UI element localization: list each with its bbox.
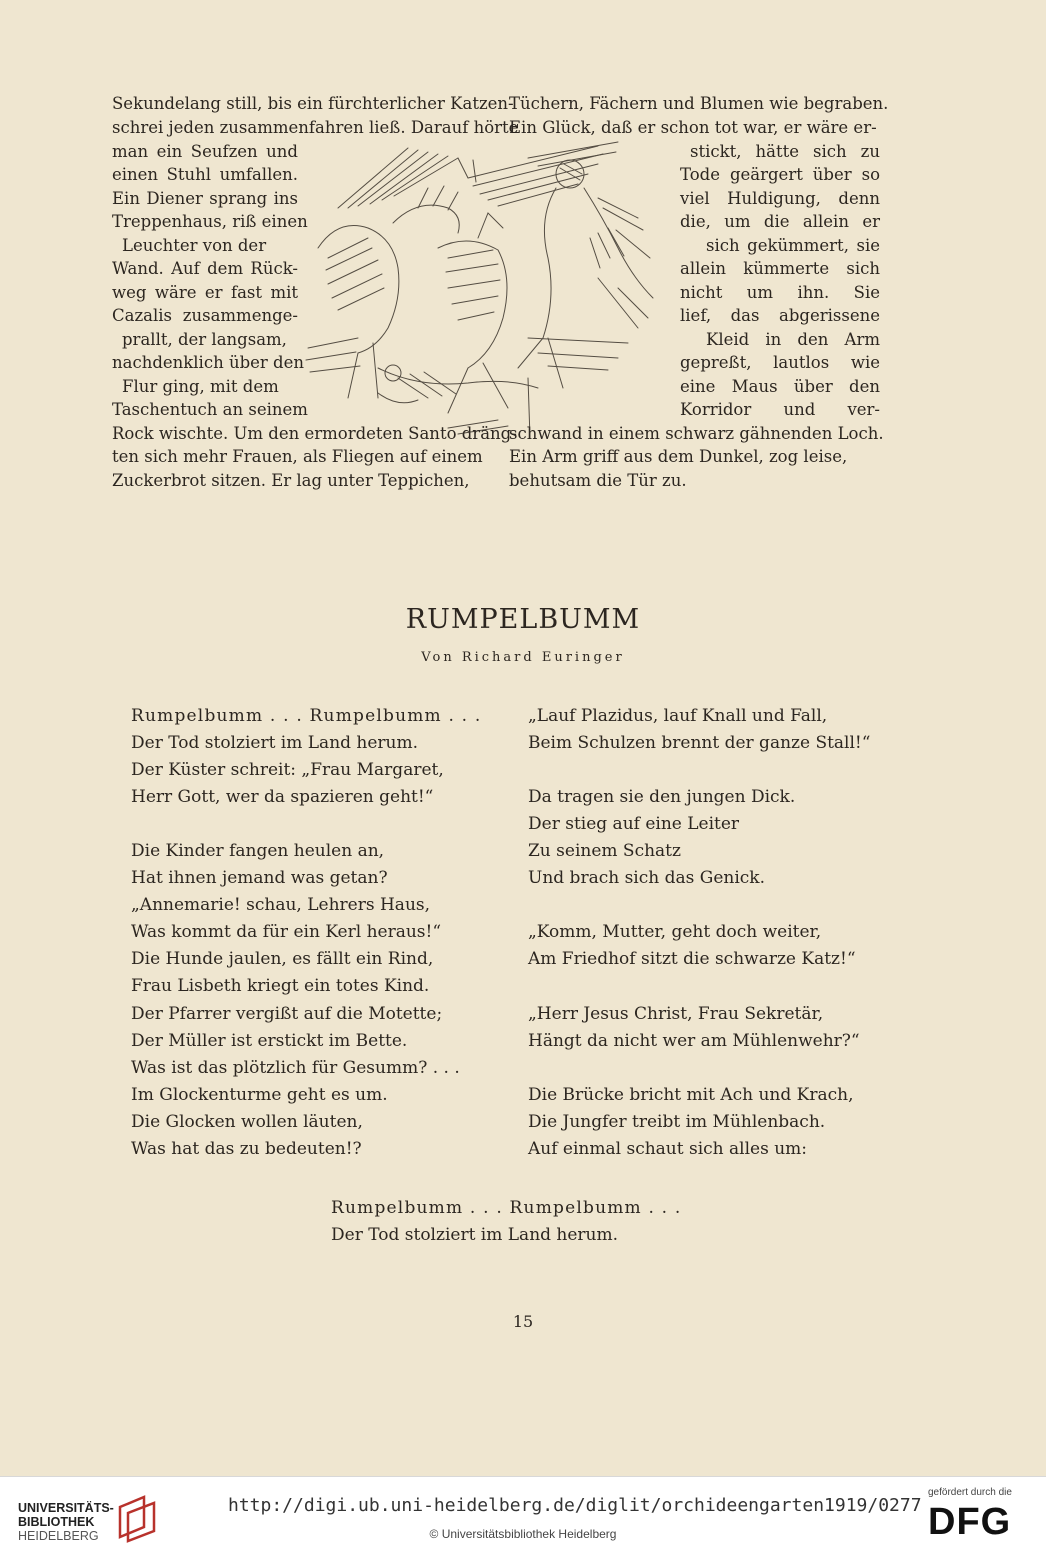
story-right-line: sich gekümmert, sie [706, 236, 880, 255]
library-name-line: HEIDELBERG [18, 1529, 99, 1543]
poem-right-line: Am Friedhof sitzt die schwarze Katz!“ [528, 949, 856, 969]
story-right-line: Ein Glück, daß er schon tot war, er wäre er- [509, 118, 877, 137]
story-left-line: Sekundelang still, bis ein fürchterlicher Katzen- [112, 94, 514, 113]
poem-left-line: Was ist das plötzlich für Gesumm? . . . [131, 1058, 460, 1078]
story-right-line: stickt, hätte sich zu [690, 142, 880, 161]
story-left-line: prallt, der langsam, [122, 330, 287, 349]
story-right-line: Tüchern, Fächern und Blumen wie begraben. [509, 94, 889, 113]
poem-right-line: Beim Schulzen brennt der ganze Stall!“ [528, 733, 871, 753]
poem-left-line: Der Küster schreit: „Frau Margaret, [131, 760, 444, 780]
story-right-line: die, um die allein er [680, 212, 880, 231]
story-left-line: weg wäre er fast mit [112, 283, 298, 302]
poem-left-line: Die Kinder fangen heulen an, [131, 841, 385, 861]
story-right-line: eine Maus über den [680, 377, 880, 396]
dfg-logo[interactable]: DFG [928, 1501, 1012, 1543]
poem-right-line: Hängt da nicht wer am Mühlenwehr?“ [528, 1031, 860, 1051]
poem-right-line: „Komm, Mutter, geht doch weiter, [528, 922, 822, 942]
story-left-line: ten sich mehr Frauen, als Fliegen auf einem [112, 447, 483, 466]
story-right-line: schwand in einem schwarz gähnenden Loch. [509, 424, 884, 443]
poem-closing-line: Der Tod stolziert im Land herum. [331, 1225, 619, 1245]
poem-left-line: Rumpelbumm . . . Rumpelbumm . . . [131, 706, 482, 726]
poem-left-line: Was hat das zu bedeuten!? [131, 1139, 362, 1159]
story-right-line: lief, das abgerissene [680, 306, 880, 325]
story-right-line: gepreßt, lautlos wie [680, 353, 880, 372]
poem-left-line: Im Glockenturme geht es um. [131, 1085, 388, 1105]
poem-left-line: Der Pfarrer vergißt auf die Motette; [131, 1004, 443, 1024]
copyright-notice: © Universitätsbibliothek Heidelberg [429, 1527, 617, 1541]
permalink-url[interactable]: http://digi.ub.uni-heidelberg.de/diglit/orchideengarten1919/0277 [228, 1495, 922, 1516]
poem-right-line: Da tragen sie den jungen Dick. [528, 787, 796, 807]
poem-left-line: Was kommt da für ein Kerl heraus!“ [131, 922, 442, 942]
poem-right-line: Die Brücke bricht mit Ach und Krach, [528, 1085, 854, 1105]
poem-left-line: Der Tod stolziert im Land herum. [131, 733, 419, 753]
story-right-line: Korridor und ver- [680, 400, 880, 419]
story-left-line: Zuckerbrot sitzen. Er lag unter Teppichen, [112, 471, 470, 490]
story-left-line: Cazalis zusammenge- [112, 306, 298, 325]
page-number: 15 [512, 1312, 534, 1331]
story-left-line: man ein Seufzen und [112, 142, 298, 161]
story-left-line: Ein Diener sprang ins [112, 189, 298, 208]
library-name-line: UNIVERSITÄTS- [18, 1501, 114, 1515]
poem-left-line: Die Hunde jaulen, es fällt ein Rind, [131, 949, 434, 969]
poem-left-line: Frau Lisbeth kriegt ein totes Kind. [131, 976, 430, 996]
poem-right-line: Zu seinem Schatz [528, 841, 681, 861]
story-left-line: Leuchter von der [122, 236, 267, 255]
sketch-illustration [298, 138, 678, 448]
story-right-line: behutsam die Tür zu. [509, 471, 687, 490]
story-left-line: Wand. Auf dem Rück- [112, 259, 298, 278]
poem-right-line: Auf einmal schaut sich alles um: [528, 1139, 808, 1159]
footer-bar [0, 1476, 1046, 1555]
story-left-line: Taschentuch an seinem [112, 400, 308, 419]
story-right-line: allein kümmerte sich [680, 259, 880, 278]
story-right-line: Tode geärgert über so [680, 165, 880, 184]
poem-right-line: Und brach sich das Genick. [528, 868, 766, 888]
poem-right-line: „Herr Jesus Christ, Frau Sekretär, [528, 1004, 824, 1024]
story-left-line: Treppenhaus, riß einen [112, 212, 308, 231]
funder-caption: gefördert durch die [928, 1487, 1012, 1498]
story-left-line: Flur ging, mit dem [122, 377, 279, 396]
poem-left-line: Hat ihnen jemand was getan? [131, 868, 388, 888]
poem-left-line: Die Glocken wollen läuten, [131, 1112, 363, 1132]
story-right-line: Ein Arm griff aus dem Dunkel, zog leise, [509, 447, 848, 466]
poem-title: RUMPELBUMM [405, 604, 641, 635]
story-left-line: einen Stuhl umfallen. [112, 165, 298, 184]
poem-left-line: Herr Gott, wer da spazieren geht!“ [131, 787, 434, 807]
poem-byline: Von Richard Euringer [421, 650, 625, 665]
library-name-line: BIBLIOTHEK [18, 1515, 95, 1529]
poem-right-line: „Lauf Plazidus, lauf Knall und Fall, [528, 706, 828, 726]
story-left-line: Rock wischte. Um den ermordeten Santo dräng- [112, 424, 517, 443]
story-right-line: viel Huldigung, denn [680, 189, 880, 208]
poem-right-line: Die Jungfer treibt im Mühlenbach. [528, 1112, 826, 1132]
story-right-line: nicht um ihn. Sie [680, 283, 880, 302]
story-right-line: Kleid in den Arm [706, 330, 880, 349]
poem-closing-line: Rumpelbumm . . . Rumpelbumm . . . [331, 1198, 682, 1218]
story-left-line: schrei jeden zusammenfahren ließ. Darauf hörte [112, 118, 519, 137]
poem-left-line: Der Müller ist erstickt im Bette. [131, 1031, 408, 1051]
story-left-line: nachdenklich über den [112, 353, 304, 372]
poem-right-line: Der stieg auf eine Leiter [528, 814, 740, 834]
poem-left-line: „Annemarie! schau, Lehrers Haus, [131, 895, 431, 915]
